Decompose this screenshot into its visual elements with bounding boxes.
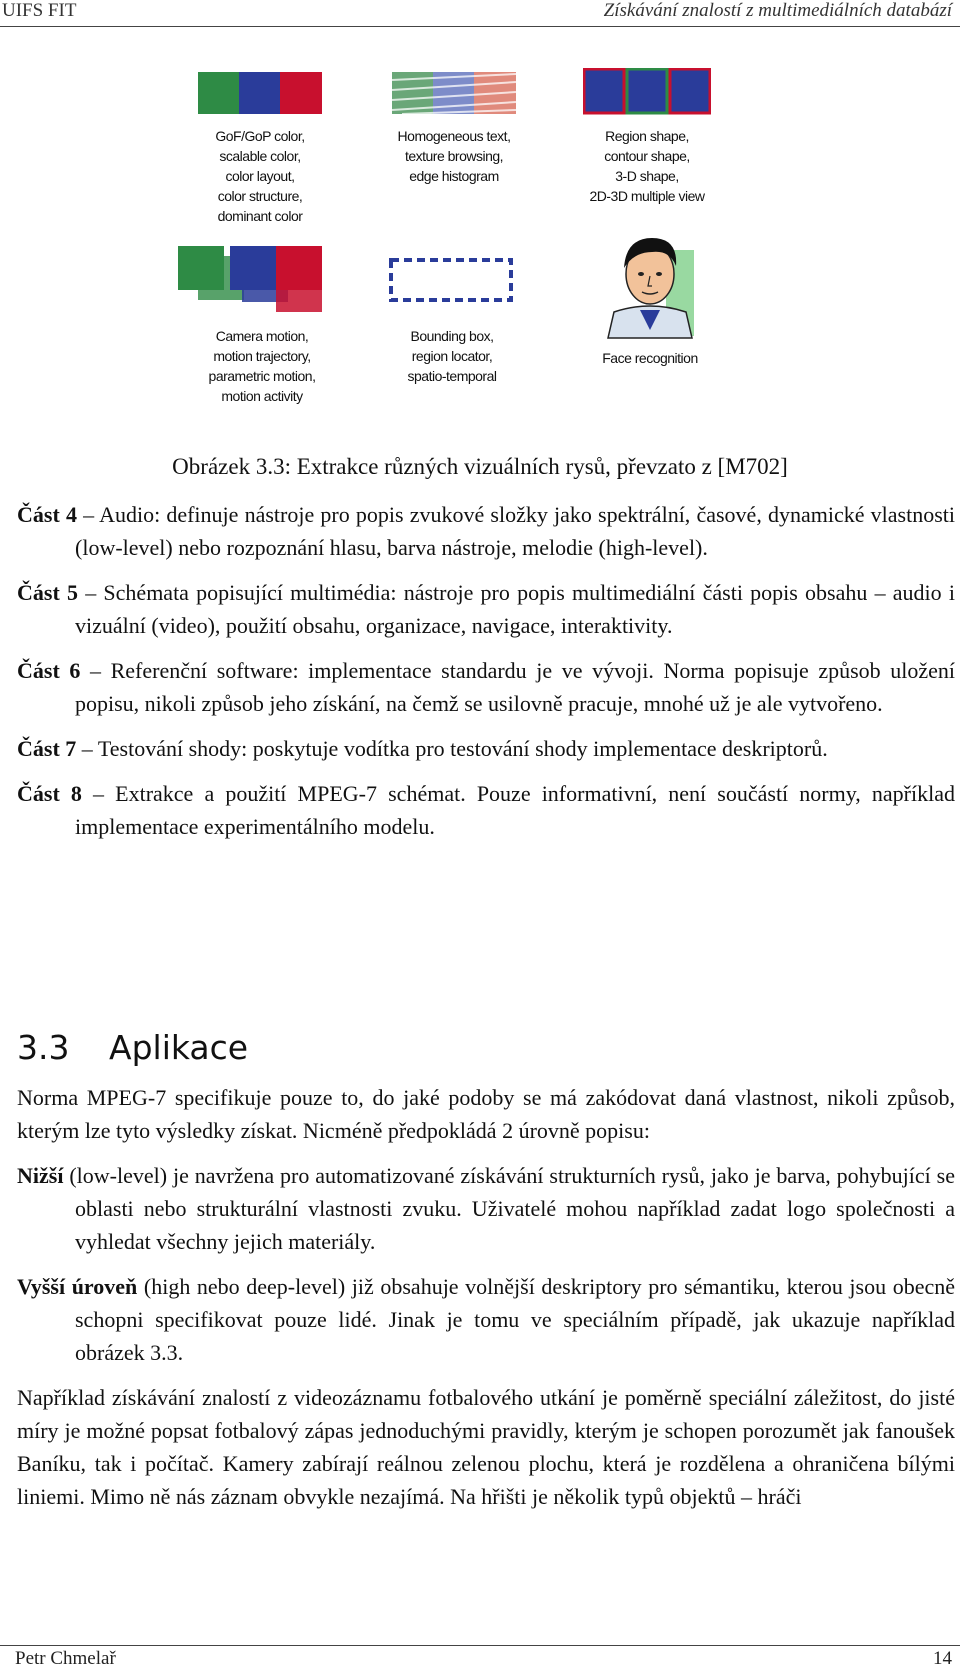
localization-caption: Bounding box, region locator, spatio-temporal [407,328,497,384]
header-left: UIFS FIT [2,0,77,21]
color-caption: GoF/GoP color, scalable color, color layout, color structure, dominant color [215,128,305,224]
list-item: Část 8 – Extrakce a použití MPEG-7 schémat. Pouze informativní, není součástí normy, například implementace experimentálního modelu. [17,781,956,839]
footer-author: Petr Chmelař [15,1648,116,1669]
shape-panel [583,68,711,116]
intro-paragraph: Norma MPEG-7 specifikuje pouze to, do jaké podoby se má zakódovat daná vlastnost, nikoli způsob, kterým lze tyto výsledky získat. Nicméně předpokládá 2 úrovně popisu: [17,1085,955,1143]
green-swatch [198,72,239,114]
shape-image [583,68,711,116]
parts-list [17,498,955,855]
texture-panel [392,72,516,114]
face-caption: Face recognition [602,350,698,366]
localization-panel [389,258,513,302]
figure-caption: Obrázek 3.3: Extrakce různých vizuálních rysů, převzato z [M702] [172,454,788,479]
list-item: Část 6 – Referenční software: implementace standardu je ve vývoji. Norma popisuje způsob uložení popisu, nikoli způsob jeho získání, na čemž se usilovně pracuje, mnohé už je ale vytvořeno. [17,658,955,716]
shape-caption: Region shape, contour shape, 3-D shape, 2D-3D multiple view [589,128,705,204]
red-swatch [280,72,322,114]
face-panel [604,230,696,340]
texture-image [392,72,516,114]
motion-panel [178,246,322,312]
list-item: Část 4 – Audio: definuje nástroje pro popis zvukové složky jako spektrální, časové, dynamické vlastnosti (low-level) nebo rozpoznání hlasu, barva nástroje, melodie (high-level). [17,502,956,560]
closing-paragraph: Například získávání znalostí z videozáznamu fotbalového utkání je poměrně speciální záležitost, do jisté míry je možné popsat fotbalový zápas jednoduchými pravidly, kterým je schopen porozumět jak fanoušek Baníku, tak i počítač. Kamery zabírají reálnou zelenou plochu, která je rozdělena a ohraničena bílými liniemi. Mimo ně nás záznam obvykle nezajímá. Na hřišti je několik typů objektů – hráči [17,1385,955,1509]
list-item: Část 7 – Testování shody: poskytuje vodítka pro testování shody implementace deskriptorů. [17,736,828,761]
header-right: Získávání znalostí z multimediálních databází [603,0,952,21]
list-item: Vyšší úroveň (high nebo deep-level) již obsahuje volnější deskriptory pro sémantiku, kterou jsou obecně schopni specifikovat pouze lidé. Jinak je tomu ve speciálním případě, jak ukazuje například obrázek 3.3. [17,1274,955,1365]
section-body [17,1081,955,1525]
section-heading [17,1028,248,1068]
list-item: Nižší (low-level) je navržena pro automatizované získávání strukturních rysů, jako je barva, pohybující se oblasti nebo strukturální vlastnosti zvuku. Uživatelé mohou například zadat logo společnosti a vyhledat všechny jejich materiály. [17,1163,955,1254]
motion-image [178,246,322,312]
list-item: Část 5 – Schémata popisující multimédia: nástroje pro popis multimediální části popis obsahu – audio i vizuální (video), použití obsahu, organizace, navigace, interaktivity. [17,580,956,638]
bounding-box-image [389,258,513,302]
motion-caption: Camera motion, motion trajectory, parametric motion, motion activity [208,328,316,404]
page-header [0,0,960,27]
blue-swatch [239,72,280,114]
section-title: Aplikace [109,1028,249,1067]
figure-visual-features [0,60,960,450]
color-panel [198,72,322,114]
section-number: 3.3 [17,1028,70,1067]
face-image [604,230,696,340]
page-number: 14 [933,1648,952,1669]
page-footer [0,1645,960,1670]
texture-caption: Homogeneous text, texture browsing, edge histogram [397,128,511,184]
